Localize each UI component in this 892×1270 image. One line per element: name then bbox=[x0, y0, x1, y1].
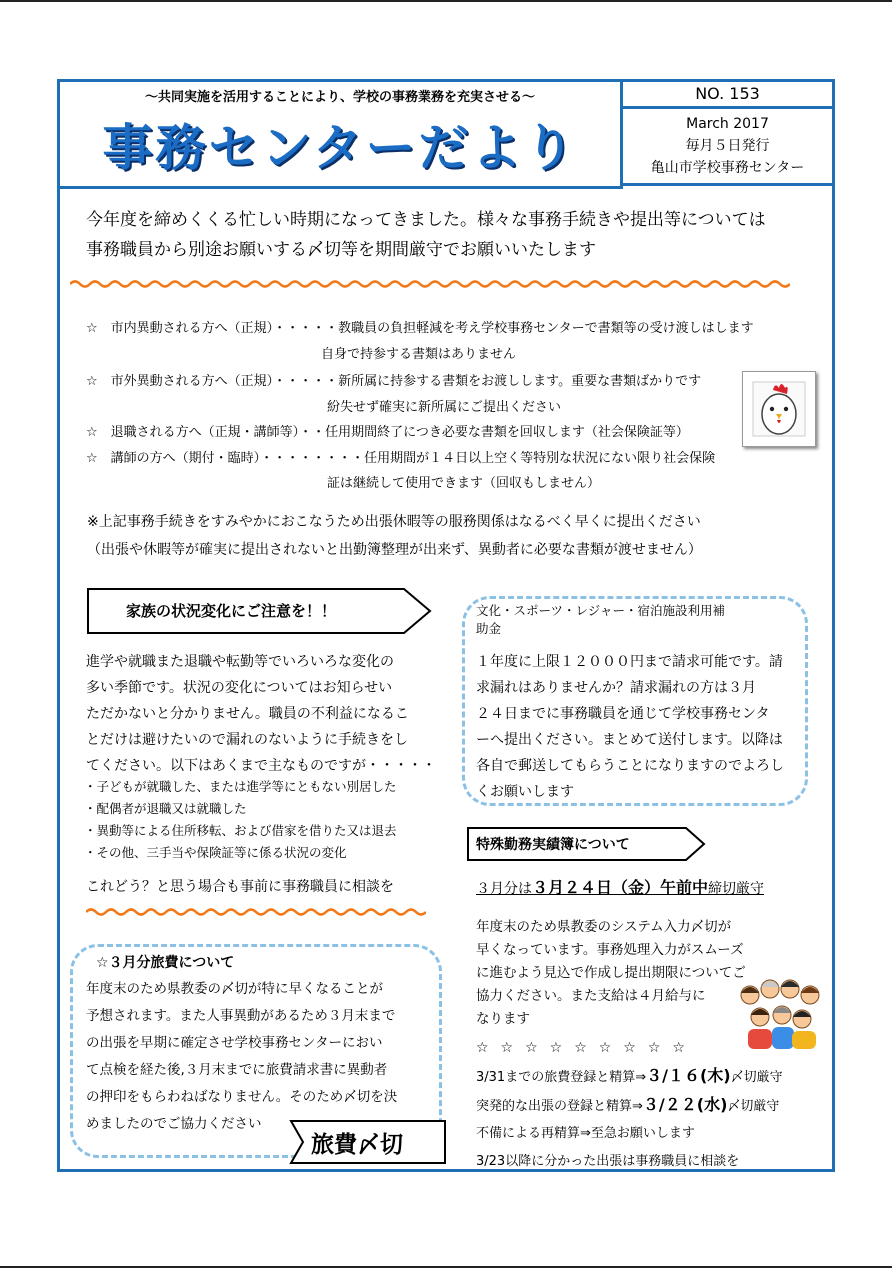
special-line: に進むよう見込で作成し提出期限についてご bbox=[476, 965, 746, 981]
subsidy-line: ２４日までに事務職員を通じて学校事務センタ bbox=[476, 706, 770, 722]
family-bullet: ・その他、三手当や保険証等に係る状況の変化 bbox=[84, 845, 347, 860]
row-date: ３/２２(水) bbox=[642, 1095, 728, 1114]
people-group-illustration bbox=[736, 975, 824, 1051]
bottom-rule bbox=[0, 1266, 892, 1268]
intro-line: 事務職員から別途お願いする〆切等を期間厳守でお願いいたします bbox=[86, 240, 596, 260]
note-line: （出張や休暇等が確実に提出されないと出勤簿整理が出来ず、異動者に必要な書類が渡せません） bbox=[87, 542, 702, 558]
masthead-subtitle: 〜共同実施を活用することにより、学校の事務業務を充実させる〜 bbox=[144, 90, 535, 105]
notice-item: ☆ 講師の方へ（期付・臨時）・・・・・・・・任用期間が１４日以上空く等特別な状況にない限り社会保険 bbox=[86, 451, 716, 466]
special-heading-box bbox=[466, 826, 706, 862]
special-line: 早くなっています。事務処理入力がスムーズ bbox=[476, 942, 744, 958]
family-bullet: ・配偶者が退職又は就職した bbox=[84, 801, 247, 816]
wavy-divider bbox=[86, 907, 426, 917]
travel-line: 年度末のため県教委の〆切が特に早くなることが bbox=[86, 981, 383, 997]
special-row-3: 不備による再精算⇒至急お願いします bbox=[476, 1126, 695, 1141]
subsidy-line: ーへ提出ください。まとめて送付します。以降は bbox=[476, 732, 783, 748]
notice-item-cont: 自身で持参する書類はありません bbox=[321, 347, 517, 362]
masthead-title: 事務センターだより bbox=[102, 119, 578, 177]
subsidy-line: 各自で郵送してもらうことになりますのでよろし bbox=[476, 758, 784, 774]
issue-number: NO. 153 bbox=[623, 82, 832, 109]
top-rule bbox=[0, 0, 892, 2]
special-line: 年度末のため県教委のシステム入力〆切が bbox=[476, 919, 732, 935]
family-heading-box bbox=[86, 587, 432, 635]
subsidy-heading-line: 文化・スポーツ・レジャー・宿泊施設利用補 bbox=[476, 603, 725, 618]
family-body bbox=[86, 649, 446, 779]
travel-body bbox=[86, 976, 397, 1138]
notice-item-cont: 証は継続して使用できます（回収もしません） bbox=[327, 476, 601, 491]
subsidy-body bbox=[476, 649, 784, 805]
intro-paragraph bbox=[86, 205, 816, 265]
subsidy-line: 求漏れはありませんか？請求漏れの方は３月 bbox=[476, 680, 756, 696]
subsidy-line: １年度に上限１２０００円まで請求可能です。請 bbox=[476, 654, 783, 670]
notice-item: ☆ 市内異動される方へ（正規）・・・・・教職員の負担軽減を考え学校事務センターで書類等の受け渡しはします bbox=[86, 321, 754, 336]
subsidy-heading bbox=[476, 602, 725, 638]
row-text: 〆切厳守 bbox=[727, 1099, 780, 1114]
notice-item: ☆ 市外異動される方へ（正規）・・・・・新所属に持参する書類をお渡しします。重要な書類ばかりです bbox=[86, 374, 702, 389]
row-date: ３/１６(木) bbox=[646, 1066, 731, 1085]
special-line: 協力ください。また支給は４月給与に bbox=[476, 988, 706, 1004]
subsidy-line: くお願いします bbox=[476, 784, 574, 800]
family-line: てください。以下はあくまで主なものですが・・・・・ bbox=[86, 758, 436, 774]
family-bullet: ・子どもが就職した、または進学等にともない別居した bbox=[84, 779, 397, 794]
issue-date: March 2017 bbox=[686, 116, 769, 132]
note-line: ※上記事務手続きをすみやかにおこなうため出張休暇等の服務関係はなるべく早くに提出ください bbox=[87, 514, 701, 530]
travel-line: めましたのでご協力ください bbox=[86, 1116, 262, 1132]
deadline-suffix: 締切厳守 bbox=[708, 881, 765, 897]
special-heading: 特殊勤務実績簿について bbox=[476, 837, 630, 853]
travel-line: の押印をもらわねばなりません。そのため〆切を決 bbox=[86, 1089, 398, 1105]
family-heading: 家族の状況変化にご注意を！！ bbox=[126, 602, 337, 620]
row-text: 突発的な出張の登録と精算⇒ bbox=[476, 1099, 643, 1114]
travel-deadline-badge bbox=[289, 1119, 447, 1165]
special-row-1 bbox=[476, 1063, 783, 1090]
deadline-prefix: ３月分は bbox=[476, 881, 532, 897]
special-deadline bbox=[476, 875, 764, 898]
intro-line: 今年度を締めくくる忙しい時期になってきました。様々な事務手続きや提出等については bbox=[86, 210, 766, 230]
family-closing: これどう？と思う場合も事前に事務職員に相談を bbox=[86, 879, 394, 895]
row-text: 〆切厳守 bbox=[730, 1070, 783, 1085]
publisher: 亀山市学校事務センター bbox=[650, 160, 805, 176]
family-line: ただかないと分かりません。職員の不利益になるこ bbox=[86, 706, 409, 722]
issue-info bbox=[623, 109, 832, 186]
row-text: 3/31までの旅費登録と精算⇒ bbox=[476, 1070, 647, 1085]
issue-frequency: 毎月５日発行 bbox=[685, 138, 770, 154]
travel-line: て点検を経た後,３月末までに旅費請求書に異動者 bbox=[86, 1062, 388, 1078]
special-row-4: 3/23以降に分かった出張は事務職員に相談を bbox=[476, 1154, 740, 1169]
special-body bbox=[476, 916, 746, 1031]
wavy-divider bbox=[70, 279, 790, 289]
family-bullets bbox=[84, 776, 397, 864]
family-line: とだけは避けたいので漏れのないように手続きをし bbox=[86, 732, 408, 748]
travel-badge-label: 旅費〆切 bbox=[311, 1132, 403, 1158]
travel-line: の出張を早期に確定させ学校事務センターにおい bbox=[86, 1035, 383, 1051]
family-line: 多い季節です。状況の変化についてはお知らせい bbox=[86, 680, 393, 696]
travel-line: 予想されます。また人事異動があるため３月末まで bbox=[86, 1008, 396, 1024]
family-bullet: ・異動等による住所移転、および借家を借りた又は退去 bbox=[84, 823, 397, 838]
star-row: ☆☆☆☆☆☆☆☆☆ bbox=[476, 1040, 697, 1056]
deadline-date: ３月２４日（金）午前中 bbox=[532, 878, 709, 897]
chicken-icon bbox=[742, 371, 816, 447]
family-line: 進学や就職また退職や転勤等でいろいろな変化の bbox=[86, 654, 394, 670]
notice-item-cont: 紛失せず確実に新所属にご提出ください bbox=[327, 400, 562, 415]
special-row-2 bbox=[476, 1092, 779, 1119]
subsidy-heading-line: 助金 bbox=[476, 621, 502, 636]
travel-heading: ☆３月分旅費について bbox=[96, 955, 235, 971]
special-line: なります bbox=[476, 1011, 530, 1027]
notice-item: ☆ 退職される方へ（正規・講師等）・・任用期間終了につき必要な書類を回収します（社会保険証等） bbox=[86, 425, 689, 440]
